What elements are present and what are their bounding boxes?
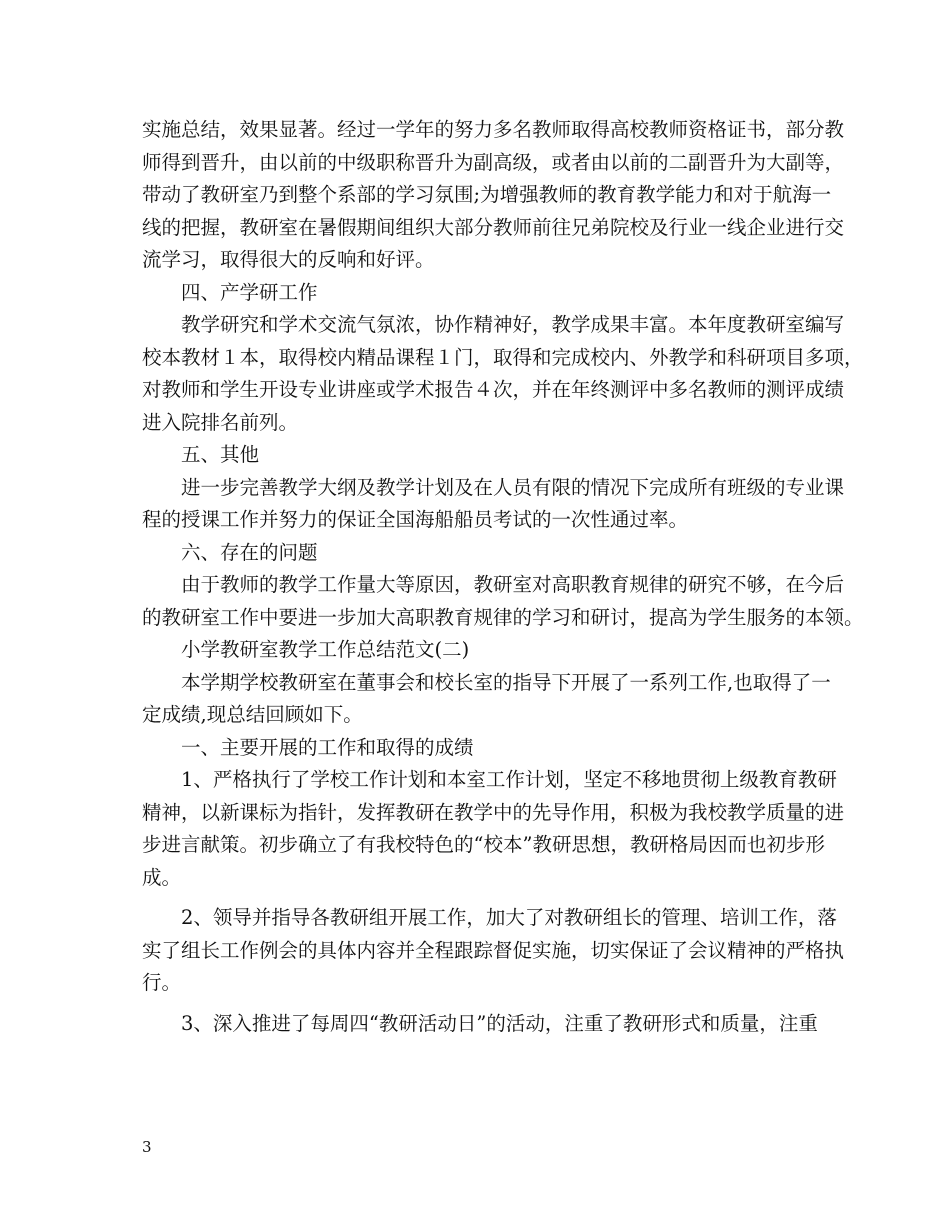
text-line: 精神，以新课标为指针，发挥教研在教学中的先导作用，积极为我校教学质量的进 [142,800,845,824]
text-line: 教学研究和学术交流气氛浓，协作精神好，教学成果丰富。本年度教研室编写 [142,313,845,336]
text-line: 进入院排名前列。 [142,410,299,434]
text-line: 由于教师的教学工作量大等原因，教研室对高职教育规律的研究不够，在今后 [142,573,845,596]
text-line: 师得到晋升，由以前的中级职称晋升为副高级，或者由以前的二副晋升为大副等， [142,150,845,174]
text-line: 流学习，取得很大的反响和好评。 [142,248,435,271]
text-line: 进一步完善教学大纲及教学计划及在人员有限的情况下完成所有班级的专业课 [142,475,845,499]
text-line: 3、深入推进了每周四“教研活动日”的活动，注重了教研形式和质量，注重 [142,1011,818,1035]
document-subtitle: 小学教研室教学工作总结范文(二) [142,638,470,661]
text-line: 校本教材１本，取得校内精品课程１门，取得和完成校内、外教学和科研项目多项， [142,345,864,369]
text-line: 1、严格执行了学校工作计划和本室工作计划，坚定不移地贯彻上级教育教研 [142,768,837,791]
text-line: 带动了教研室乃到整个系部的学习氛围;为增强教师的教育教学能力和对于航海一 [142,183,832,206]
text-line: 定成绩,现总结回顾如下。 [142,703,363,726]
paragraph-gap [142,894,812,902]
text-line: 行。 [142,971,182,994]
text-line: 线的把握，教研室在暑假期间组织大部分教师前往兄弟院校及行业一线企业进行交 [142,215,845,239]
text-line: 2、领导并指导各教研组开展工作，加大了对教研组长的管理、培训工作，落 [142,906,837,929]
document-body [142,114,864,1040]
section-heading: 六、存在的问题 [142,540,318,564]
text-line: 本学期学校教研室在董事会和校长室的指导下开展了一系列工作,也取得了一 [142,670,831,694]
section-heading: 一、主要开展的工作和取得的成绩 [142,735,474,759]
section-heading: 五、其他 [142,443,260,466]
text-line: 程的授课工作并努力的保证全国海船船员考试的一次性通过率。 [142,508,689,531]
page-number: 3 [142,1138,152,1156]
paragraph-gap [142,1000,812,1008]
section-heading: 四、产学研工作 [142,280,318,304]
text-line: 对教师和学生开设专业讲座或学术报告４次，并在年终测评中多名教师的测评成绩 [142,378,845,401]
text-line: 步进言献策。初步确立了有我校特色的“校本”教研思想，教研格局因而也初步形 [142,833,825,856]
text-line: 实了组长工作例会的具体内容并全程跟踪督促实施，切实保证了会议精神的严格执 [142,938,845,962]
text-line: 的教研室工作中要进一步加大高职教育规律的学习和研讨，提高为学生服务的本领。 [142,605,864,629]
text-line: 实施总结，效果显著。经过一学年的努力多名教师取得高校教师资格证书，部分教 [142,118,845,141]
text-line: 成。 [142,865,182,889]
